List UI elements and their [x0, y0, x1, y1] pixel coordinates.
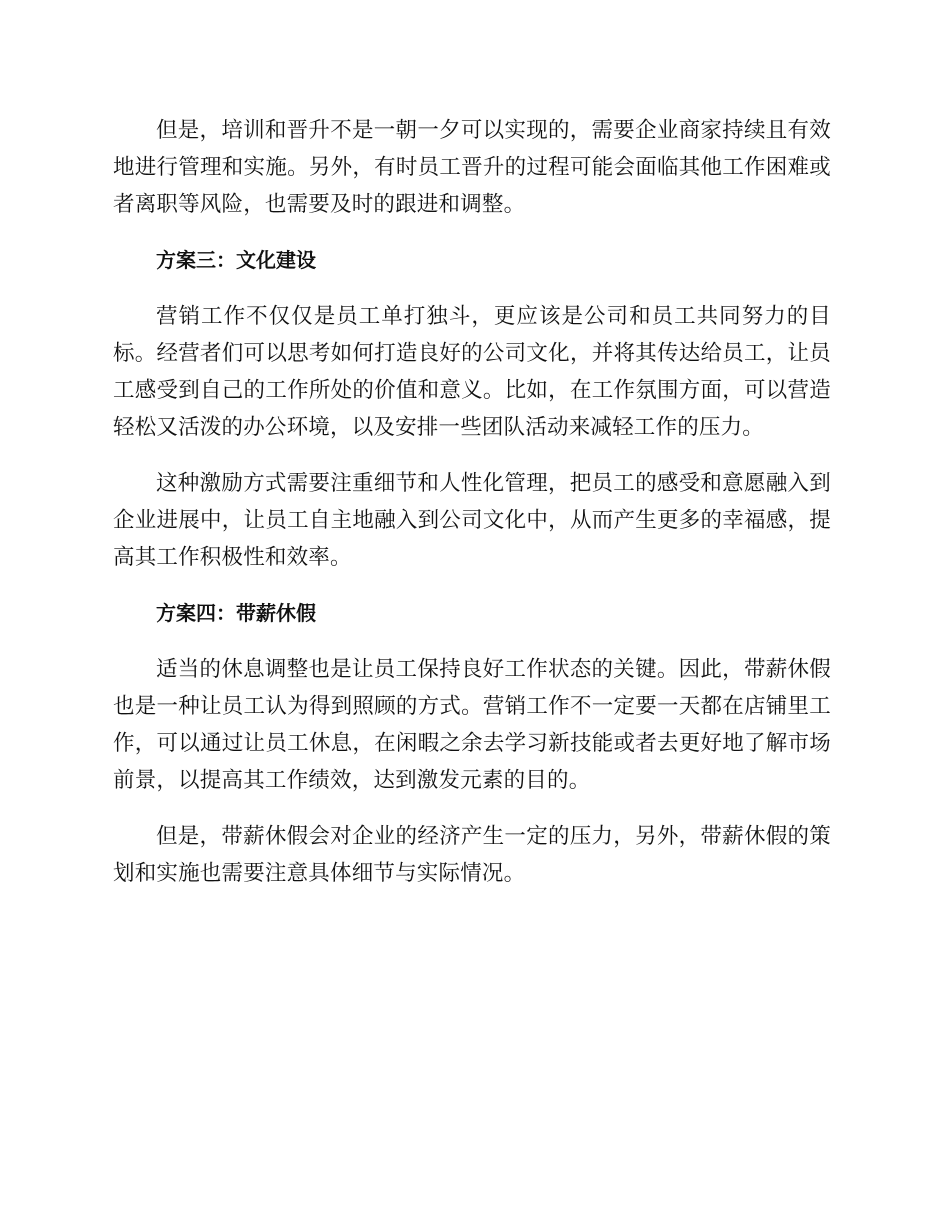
spacer	[113, 446, 831, 465]
spacer	[113, 576, 831, 595]
document-body	[113, 112, 831, 892]
paragraph-paid-leave-caveat: 但是，带薪休假会对企业的经济产生一定的压力，另外，带薪休假的策划和实施也需要注意具体细节与实际情况。	[113, 824, 831, 886]
paragraph-culture-building: 营销工作不仅仅是员工单打独斗，更应该是公司和员工共同努力的目标。经营者们可以思考如何打造良好的公司文化，并将其传达给员工，让员工感受到自己的工作所处的价值和意义。比如，在工作氛围方面，可以营造轻松又活泼的办公环境，以及安排一些团队活动来减轻工作的压力。	[113, 304, 831, 440]
spacer	[113, 223, 831, 242]
heading-plan-three: 方案三：文化建设	[156, 248, 316, 272]
spacer	[113, 799, 831, 818]
spacer	[113, 279, 831, 298]
heading-plan-four: 方案四：带薪休假	[156, 601, 316, 625]
paragraph-paid-leave: 适当的休息调整也是让员工保持良好工作状态的关键。因此，带薪休假也是一种让员工认为得到照顾的方式。营销工作不一定要一天都在店铺里工作，可以通过让员工休息，在闲暇之余去学习新技能或者去更好地了解市场前景，以提高其工作绩效，达到激发元素的目的。	[113, 657, 831, 793]
spacer	[113, 632, 831, 651]
paragraph-culture-detail: 这种激励方式需要注重细节和人性化管理，把员工的感受和意愿融入到企业进展中，让员工自主地融入到公司文化中，从而产生更多的幸福感，提高其工作积极性和效率。	[113, 471, 831, 570]
paragraph-training-promotion-caveat: 但是，培训和晋升不是一朝一夕可以实现的，需要企业商家持续且有效地进行管理和实施。另外，有时员工晋升的过程可能会面临其他工作困难或者离职等风险，也需要及时的跟进和调整。	[113, 118, 831, 217]
